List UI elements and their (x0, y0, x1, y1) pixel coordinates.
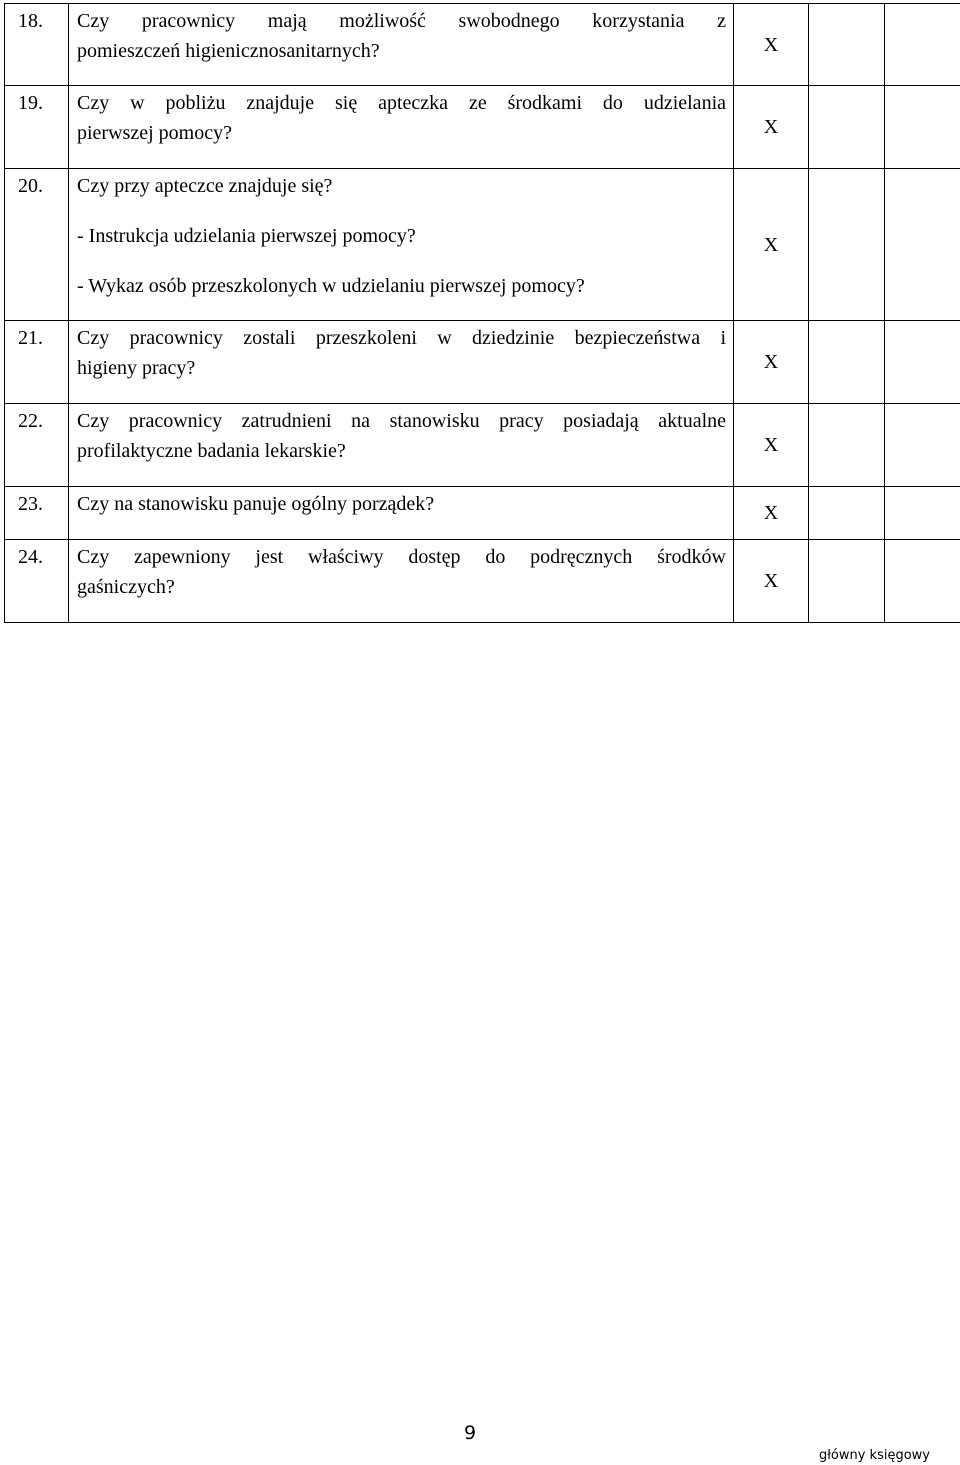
row-number: 19. (5, 86, 69, 169)
footer-note: główny księgowy (818, 1448, 930, 1463)
remarks-cell (885, 404, 960, 487)
answer-yes-cell: X (734, 540, 809, 623)
question-line: higieny pracy? (77, 357, 196, 379)
answer-yes-cell: X (734, 321, 809, 404)
question-line: Czy przy apteczce znajduje się? (77, 175, 333, 197)
question-line: Czy pracownicy zatrudnieni na stanowisku pracy posiadają aktualne (77, 410, 726, 432)
row-number: 20. (5, 169, 69, 321)
table-row (5, 321, 960, 404)
question-text (69, 169, 734, 321)
row-number: 22. (5, 404, 69, 487)
table-row (5, 487, 960, 540)
answer-yes-cell: X (734, 86, 809, 169)
question-text (69, 487, 734, 540)
row-number: 18. (5, 4, 69, 86)
answer-no-cell (809, 404, 885, 487)
page-number: 9 (463, 1422, 477, 1444)
answer-no-cell (809, 487, 885, 540)
question-line: Czy pracownicy zostali przeszkoleni w dziedzinie bezpieczeństwa i (77, 327, 726, 349)
answer-yes-cell: X (734, 4, 809, 86)
row-number: 23. (5, 487, 69, 540)
question-line: Czy zapewniony jest właściwy dostęp do podręcznych środków (77, 546, 726, 568)
question-line: Czy pracownicy mają możliwość swobodnego korzystania z (77, 10, 726, 32)
question-line: Czy w pobliżu znajduje się apteczka ze środkami do udzielania (77, 92, 726, 114)
remarks-cell (885, 86, 960, 169)
answer-no-cell (809, 540, 885, 623)
question-subitem: - Instrukcja udzielania pierwszej pomocy? (77, 225, 416, 247)
row-number: 21. (5, 321, 69, 404)
answer-no-cell (809, 86, 885, 169)
answer-yes-cell: X (734, 169, 809, 321)
table-row (5, 4, 960, 86)
table-row (5, 86, 960, 169)
question-line: pomieszczeń higienicznosanitarnych? (77, 40, 380, 62)
row-number: 24. (5, 540, 69, 623)
question-line: gaśniczych? (77, 576, 175, 598)
remarks-cell (885, 321, 960, 404)
question-text (69, 404, 734, 487)
answer-yes-cell: X (734, 404, 809, 487)
question-text (69, 86, 734, 169)
remarks-cell (885, 4, 960, 86)
question-text (69, 540, 734, 623)
answer-no-cell (809, 4, 885, 86)
table-row (5, 169, 960, 321)
table-row (5, 540, 960, 623)
remarks-cell (885, 540, 960, 623)
question-subitem: - Wykaz osób przeszkolonych w udzielaniu pierwszej pomocy? (77, 275, 585, 297)
remarks-cell (885, 487, 960, 540)
question-line: Czy na stanowisku panuje ogólny porządek? (77, 493, 435, 515)
question-text (69, 4, 734, 86)
answer-no-cell (809, 169, 885, 321)
checklist-table (4, 3, 960, 623)
table-row (5, 404, 960, 487)
remarks-cell (885, 169, 960, 321)
answer-yes-cell: X (734, 487, 809, 540)
question-line: profilaktyczne badania lekarskie? (77, 440, 346, 462)
question-line: pierwszej pomocy? (77, 122, 232, 144)
answer-no-cell (809, 321, 885, 404)
question-text (69, 321, 734, 404)
